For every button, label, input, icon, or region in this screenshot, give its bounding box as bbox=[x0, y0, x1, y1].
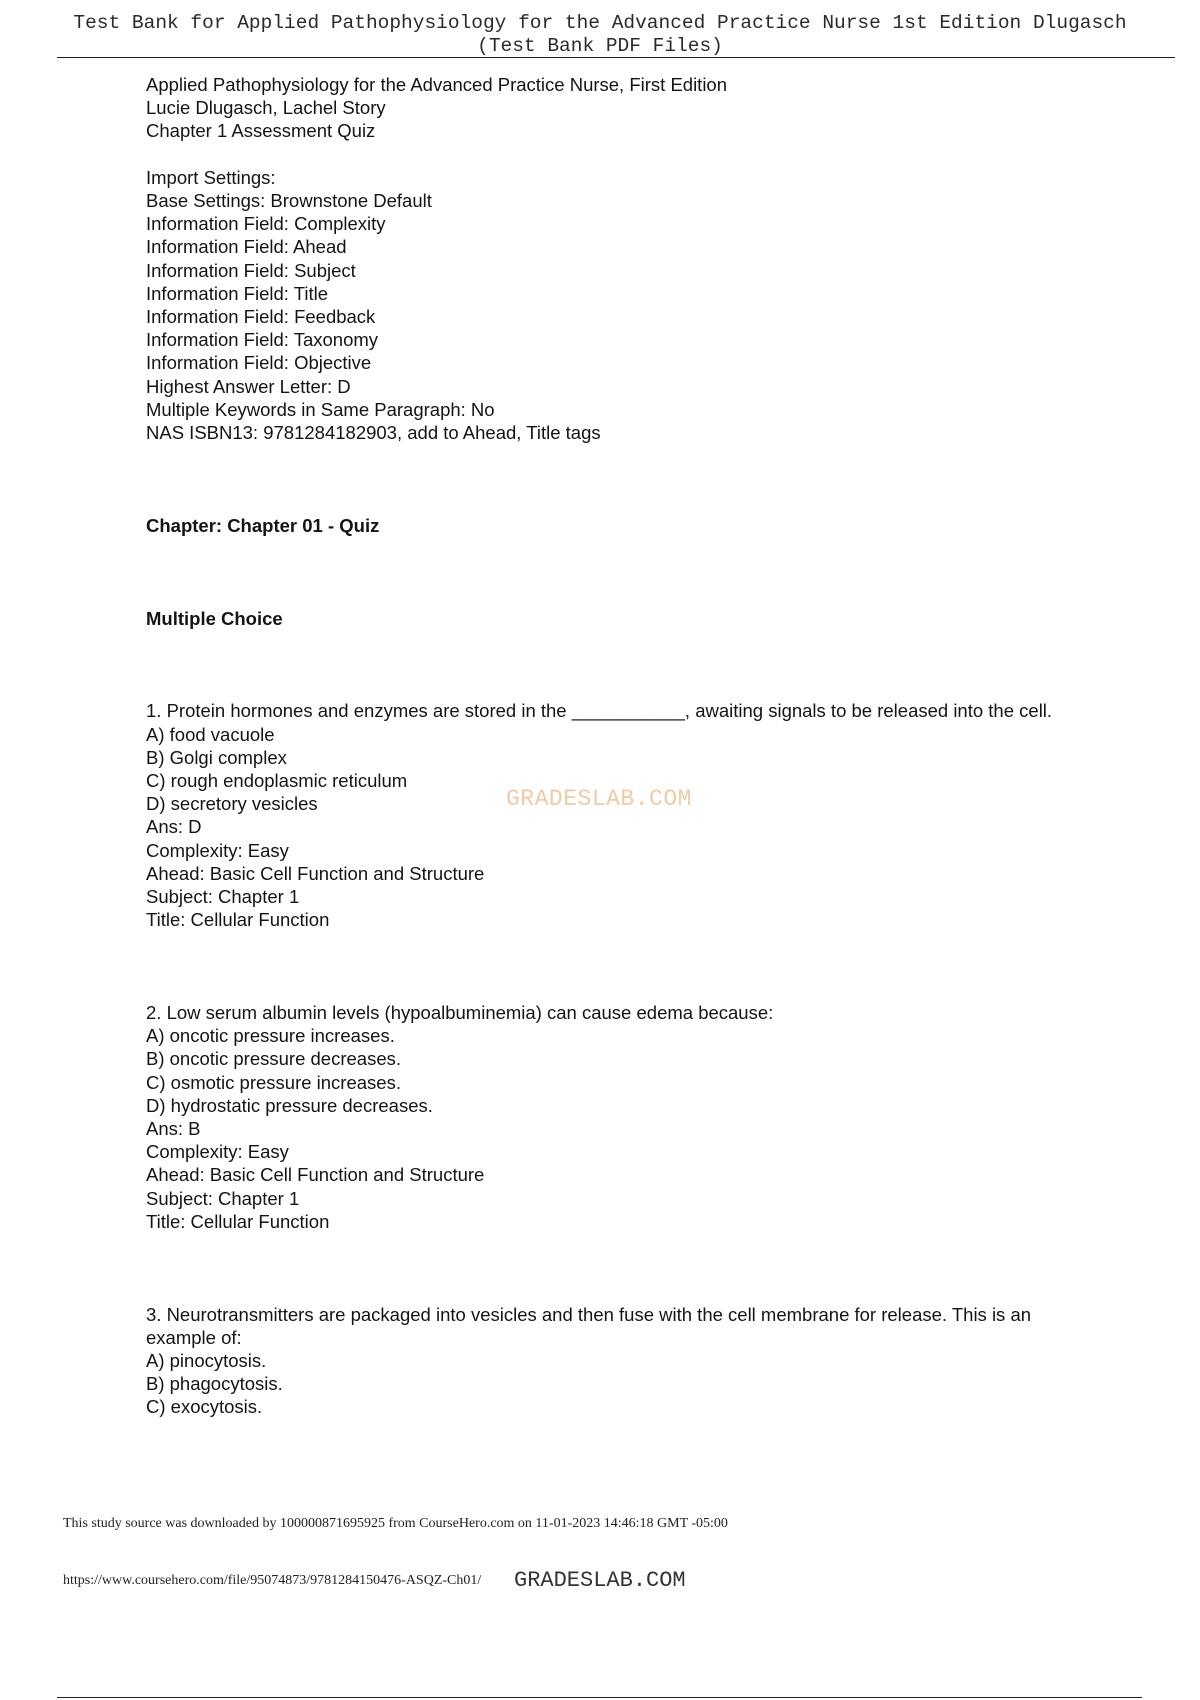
setting-line: Multiple Keywords in Same Paragraph: No bbox=[146, 398, 495, 420]
answer-option: D) secretory vesicles bbox=[146, 793, 318, 815]
answer-option: B) oncotic pressure decreases. bbox=[146, 1048, 402, 1070]
header-rule bbox=[57, 57, 1175, 58]
footer-watermark: GRADESLAB.COM bbox=[514, 1568, 686, 1593]
setting-line: Information Field: Feedback bbox=[146, 306, 376, 328]
footer-url[interactable]: https://www.coursehero.com/file/95074873/9781284150476-ASQZ-Ch01/ bbox=[63, 1573, 482, 1588]
question-2 bbox=[146, 1001, 1086, 1233]
answer-option: B) phagocytosis. bbox=[146, 1373, 283, 1395]
answer-option: C) exocytosis. bbox=[146, 1396, 263, 1418]
answer-option: C) rough endoplasmic reticulum bbox=[146, 769, 408, 791]
topic-title: Title: Cellular Function bbox=[146, 1210, 330, 1232]
subject: Subject: Chapter 1 bbox=[146, 1187, 300, 1209]
header-subtitle: (Test Bank PDF Files) bbox=[477, 35, 723, 57]
setting-line: Information Field: Title bbox=[146, 282, 328, 304]
document-body bbox=[146, 73, 1086, 1419]
import-settings bbox=[146, 166, 1086, 444]
answer-key: Ans: B bbox=[146, 1117, 201, 1139]
setting-line: Information Field: Complexity bbox=[146, 213, 386, 235]
topic-title: Title: Cellular Function bbox=[146, 909, 330, 931]
chapter-heading: Chapter: Chapter 01 - Quiz bbox=[146, 514, 380, 536]
setting-line: Highest Answer Letter: D bbox=[146, 375, 351, 397]
import-settings-heading: Import Settings: bbox=[146, 166, 276, 188]
ahead: Ahead: Basic Cell Function and Structure bbox=[146, 862, 485, 884]
setting-line: Information Field: Taxonomy bbox=[146, 329, 379, 351]
setting-line: Information Field: Ahead bbox=[146, 236, 347, 258]
authors: Lucie Dlugasch, Lachel Story bbox=[146, 97, 386, 119]
answer-option: A) food vacuole bbox=[146, 723, 275, 745]
book-title: Applied Pathophysiology for the Advanced Practice Nurse, First Edition bbox=[146, 74, 728, 95]
complexity: Complexity: Easy bbox=[146, 839, 289, 861]
setting-line: Information Field: Objective bbox=[146, 352, 372, 374]
question-3 bbox=[146, 1303, 1086, 1419]
question-stem: 3. Neurotransmitters are packaged into vesicles and then fuse with the cell membrane for release. This is an example of: bbox=[146, 1303, 1032, 1348]
footer-source-note: This study source was downloaded by 100000871695925 from CourseHero.com on 11-01-2023 14:46:18 GMT -05:00 bbox=[63, 1516, 728, 1531]
question-stem: 2. Low serum albumin levels (hypoalbuminemia) can cause edema because: bbox=[146, 1001, 774, 1023]
answer-option: D) hydrostatic pressure decreases. bbox=[146, 1094, 433, 1116]
answer-option: A) pinocytosis. bbox=[146, 1349, 267, 1371]
setting-line: Information Field: Subject bbox=[146, 259, 356, 281]
header-title: Test Bank for Applied Pathophysiology for the Advanced Practice Nurse 1st Edition Dlugasch bbox=[73, 12, 1127, 34]
footer-rule bbox=[57, 1697, 1142, 1698]
subject: Subject: Chapter 1 bbox=[146, 885, 300, 907]
setting-line: Base Settings: Brownstone Default bbox=[146, 190, 432, 211]
page-header bbox=[0, 12, 1200, 58]
answer-key: Ans: D bbox=[146, 816, 202, 838]
question-1 bbox=[146, 699, 1086, 931]
complexity: Complexity: Easy bbox=[146, 1141, 289, 1163]
answer-option: B) Golgi complex bbox=[146, 746, 287, 768]
quiz-title: Chapter 1 Assessment Quiz bbox=[146, 120, 376, 142]
question-stem: 1. Protein hormones and enzymes are stored in the ___________, awaiting signals to be released into the cell. bbox=[146, 700, 1053, 722]
section-heading: Multiple Choice bbox=[146, 607, 283, 629]
answer-option: A) oncotic pressure increases. bbox=[146, 1025, 395, 1047]
ahead: Ahead: Basic Cell Function and Structure bbox=[146, 1164, 485, 1186]
watermark: GRADESLAB.COM bbox=[506, 786, 692, 812]
answer-option: C) osmotic pressure increases. bbox=[146, 1071, 401, 1093]
setting-line: NAS ISBN13: 9781284182903, add to Ahead, Title tags bbox=[146, 422, 601, 444]
